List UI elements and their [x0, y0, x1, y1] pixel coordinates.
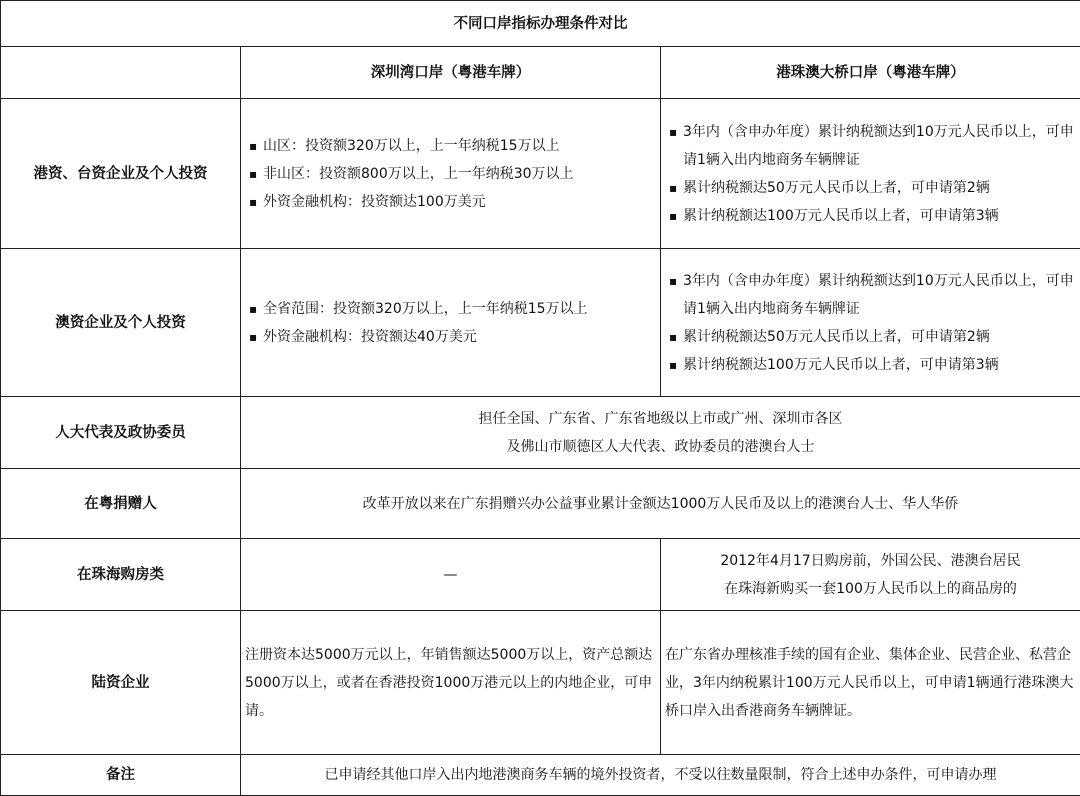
table-row: [1, 539, 1080, 611]
row-label: 澳资企业及个人投资: [1, 249, 241, 397]
text-line: 2012年4月17日购房前，外国公民、港澳台居民: [665, 547, 1076, 575]
cell-hzmb: [661, 99, 1080, 249]
text-line: 在珠海新购买一套100万人民币以上的商品房的: [665, 575, 1076, 603]
text-line: 担任全国、广东省、广东省地级以上市或广州、深圳市各区: [245, 405, 1076, 433]
cell-hzmb: [661, 539, 1080, 611]
header-row: [1, 47, 1080, 99]
cell-shenzhen: [241, 249, 661, 397]
list-item: ▪ 累计纳税额达100万元人民币以上者，可申请第3辆: [669, 351, 1076, 379]
list-item: ▪ 3年内（含申办年度）累计纳税额达到10万元人民币以上，可申请1辆入出内地商务车辆牌证: [669, 118, 1076, 174]
table-title: 不同口岸指标办理条件对比: [1, 1, 1080, 47]
list-item: ▪ 外资金融机构：投资额达40万美元: [249, 323, 656, 351]
cell-merged: [241, 397, 1080, 469]
cell-merged: [241, 755, 1080, 796]
cell-shenzhen: [241, 99, 661, 249]
list-item: ▪ 非山区：投资额800万以上，上一年纳税30万以上: [249, 160, 656, 188]
text-line: 改革开放以来在广东捐赠兴办公益事业累计金额达1000万人民币及以上的港澳台人士、华人华侨: [245, 490, 1076, 518]
list-item: ▪ 3年内（含申办年度）累计纳税额达到10万元人民币以上，可申请1辆入出内地商务车辆牌证: [669, 267, 1076, 323]
title-row: [1, 1, 1080, 47]
table-row: [1, 397, 1080, 469]
list-item: ▪ 累计纳税额达100万元人民币以上者，可申请第3辆: [669, 202, 1076, 230]
cell-hzmb: 在广东省办理核准手续的国有企业、集体企业、民营企业、私营企业，3年内纳税累计100万元人民币以上，可申请1辆通行港珠澳大桥口岸入出香港商务车辆牌证。: [661, 611, 1080, 755]
header-hzmb: 港珠澳大桥口岸（粤港车牌）: [661, 47, 1080, 99]
table-row: [1, 755, 1080, 796]
table-row: [1, 249, 1080, 397]
row-label: 陆资企业: [1, 611, 241, 755]
cell-merged: [241, 469, 1080, 539]
table-row: [1, 99, 1080, 249]
table-row: [1, 469, 1080, 539]
row-label: 备注: [1, 755, 241, 796]
header-shenzhen-bay: 深圳湾口岸（粤港车牌）: [241, 47, 661, 99]
list-item: ▪ 山区：投资额320万以上，上一年纳税15万以上: [249, 132, 656, 160]
row-label: 人大代表及政协委员: [1, 397, 241, 469]
table-row: [1, 611, 1080, 755]
cell-shenzhen: 注册资本达5000万元以上，年销售额达5000万以上，资产总额达5000万以上，或者在香港投资1000万港元以上的内地企业，可申请。: [241, 611, 661, 755]
list-item: ▪ 全省范围：投资额320万以上，上一年纳税15万以上: [249, 295, 656, 323]
list-item: ▪ 累计纳税额达50万元人民币以上者，可申请第2辆: [669, 174, 1076, 202]
row-label: 在珠海购房类: [1, 539, 241, 611]
header-blank: [1, 47, 241, 99]
row-label: 港资、台资企业及个人投资: [1, 99, 241, 249]
row-label: 在粤捐赠人: [1, 469, 241, 539]
text-line: 及佛山市顺德区人大代表、政协委员的港澳台人士: [245, 433, 1076, 461]
list-item: ▪ 外资金融机构：投资额达100万美元: [249, 188, 656, 216]
cell-shenzhen: —: [241, 539, 661, 611]
text-line: 已申请经其他口岸入出内地港澳商务车辆的境外投资者，不受以往数量限制，符合上述申办条件，可申请办理: [245, 761, 1076, 789]
list-item: ▪ 累计纳税额达50万元人民币以上者，可申请第2辆: [669, 323, 1076, 351]
cell-hzmb: [661, 249, 1080, 397]
